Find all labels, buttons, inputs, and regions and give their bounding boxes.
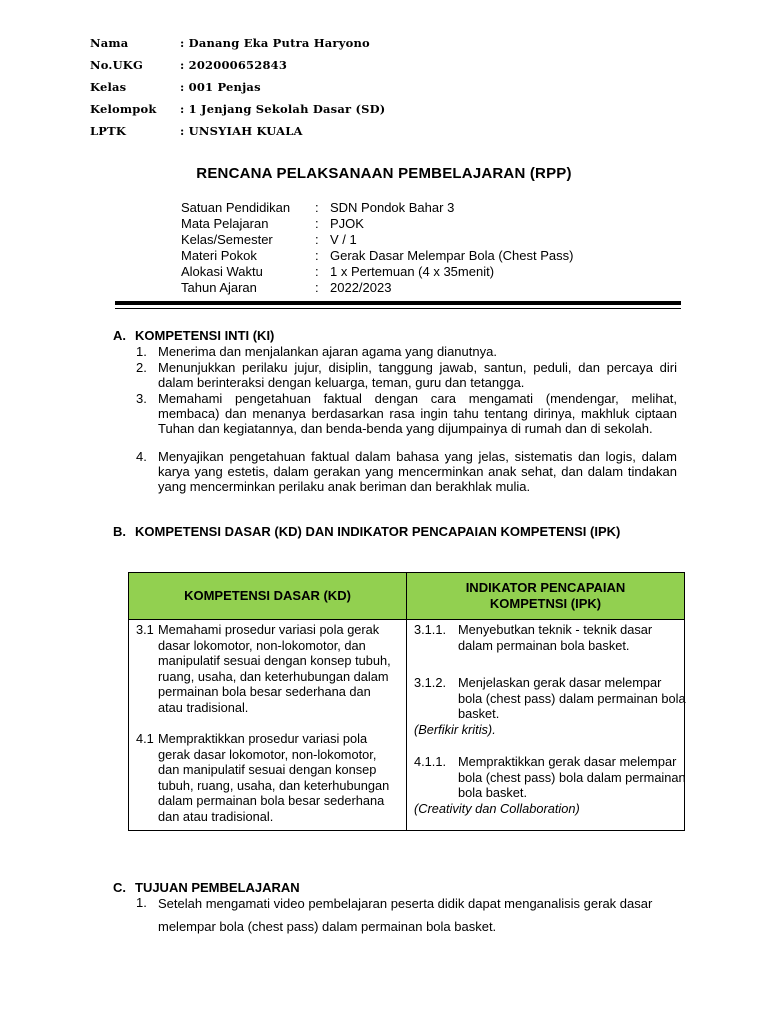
document-title: RENCANA PELAKSANAAN PEMBELAJARAN (RPP) [196,165,572,182]
identity-value: PJOK [330,216,364,231]
ipk-note: (Creativity dan Collaboration) [414,801,580,816]
ipk-text: Menjelaskan gerak dasar melempar bola (chest pass) dalam permainan bola basket. [458,675,686,722]
header-key: Nama [90,36,129,50]
kd-number: 4.1 [136,731,154,746]
list-text: Menerima dan menjalankan ajaran agama yang dianutnya. [158,344,497,359]
header-value: : 001 Penjas [180,80,261,94]
table-header-row [129,573,685,620]
identity-value: V / 1 [330,232,357,247]
column-header-ipk [407,573,685,620]
section-letter: A. [113,328,126,343]
identity-key: Materi Pokok [181,248,257,263]
identity-key: Tahun Ajaran [181,280,257,295]
identity-colon: : [315,264,319,279]
section-title: TUJUAN PEMBELAJARAN [135,880,300,895]
header-key: Kelompok [90,102,157,116]
identity-colon: : [315,232,319,247]
identity-value: 1 x Pertemuan (4 x 35menit) [330,264,495,279]
kd-ipk-table [128,572,685,831]
header-key: No.UKG [90,58,144,72]
ipk-number: 3.1.1. [414,622,447,637]
section-title: KOMPETENSI INTI (KI) [135,328,275,343]
identity-colon: : [315,280,319,295]
identity-key: Mata Pelajaran [181,216,269,231]
section-letter: C. [113,880,126,895]
kd-number: 3.1 [136,622,154,637]
list-number: 3. [136,391,147,406]
kd-text: Mempraktikkan prosedur variasi pola gerak dasar lokomotor, non-lokomotor, dan manipulatif sesuai dengan konsep tubuh, ruang, usaha, dan keterhubungan dalam permainan bola besar sederhana dan atau tradisional. [158,731,390,824]
list-number: 4. [136,449,147,464]
divider-thick [115,301,681,305]
identity-key: Kelas/Semester [181,232,273,247]
list-number: 1. [136,344,147,359]
identity-key: Satuan Pendidikan [181,200,291,215]
ipk-text: Mempraktikkan gerak dasar melempar bola (chest pass) bola dalam permainan bola basket. [458,754,686,801]
header-value: : 1 Jenjang Sekolah Dasar (SD) [180,102,386,116]
identity-value: 2022/2023 [330,280,392,295]
header-value: : 202000652843 [180,58,288,72]
table-row [129,620,685,831]
section-title: KOMPETENSI DASAR (KD) DAN INDIKATOR PENCAPAIAN KOMPETENSI (IPK) [135,524,621,539]
column-header-ipk-text: INDIKATOR PENCAPAIAN KOMPETNSI (IPK) [465,580,626,611]
identity-colon: : [315,216,319,231]
list-number: 2. [136,360,147,375]
list-number: 1. [136,895,147,910]
header-key: Kelas [90,80,127,94]
section-letter: B. [113,524,126,539]
header-key: LPTK [90,124,127,138]
kd-cell [129,620,407,831]
ipk-cell [407,620,685,831]
ipk-number: 3.1.2. [414,675,447,690]
identity-value: SDN Pondok Bahar 3 [330,200,455,215]
header-value: : UNSYIAH KUALA [180,124,303,138]
list-text: Menunjukkan perilaku jujur, disiplin, tanggung jawab, santun, peduli, dan percaya diri dalam berinteraksi dengan keluarga, teman, guru dan tetangga. [158,360,677,390]
list-text: Menyajikan pengetahuan faktual dalam bahasa yang jelas, sistematis dan logis, dalam karya yang estetis, dalam gerakan yang mencerminkan anak sehat, dan dalam tindakan yang mencerminkan perilaku anak beriman dan berakhlak mulia. [158,449,677,494]
list-text: Setelah mengamati video pembelajaran peserta didik dapat menganalisis gerak dasar melempar bola (chest pass) dalam permainan bola basket. [158,896,653,934]
divider-thin [115,308,681,309]
header-value: : Danang Eka Putra Haryono [180,36,370,50]
ipk-note: (Berfikir kritis). [414,722,496,737]
kd-text: Memahami prosedur variasi pola gerak dasar lokomotor, non-lokomotor, dan manipulatif sesuai dengan konsep tubuh, ruang, usaha, dan keterhubungan dalam permainan bola besar sederhana dan atau tradisional. [158,622,391,715]
ipk-text: Menyebutkan teknik - teknik dasar dalam permainan bola basket. [458,622,653,653]
ipk-number: 4.1.1. [414,754,447,769]
identity-value: Gerak Dasar Melempar Bola (Chest Pass) [330,248,574,263]
identity-key: Alokasi Waktu [181,264,263,279]
list-text: Memahami pengetahuan faktual dengan cara mengamati (mendengar, melihat, membaca) dan menanya berdasarkan rasa ingin tahu tentang dirinya, makhluk ciptaan Tuhan dan kegiatannya, dan benda-benda yang dijumpainya di rumah dan di sekolah. [158,391,677,436]
identity-colon: : [315,200,319,215]
identity-colon: : [315,248,319,263]
column-header-kd: KOMPETENSI DASAR (KD) [129,573,407,620]
